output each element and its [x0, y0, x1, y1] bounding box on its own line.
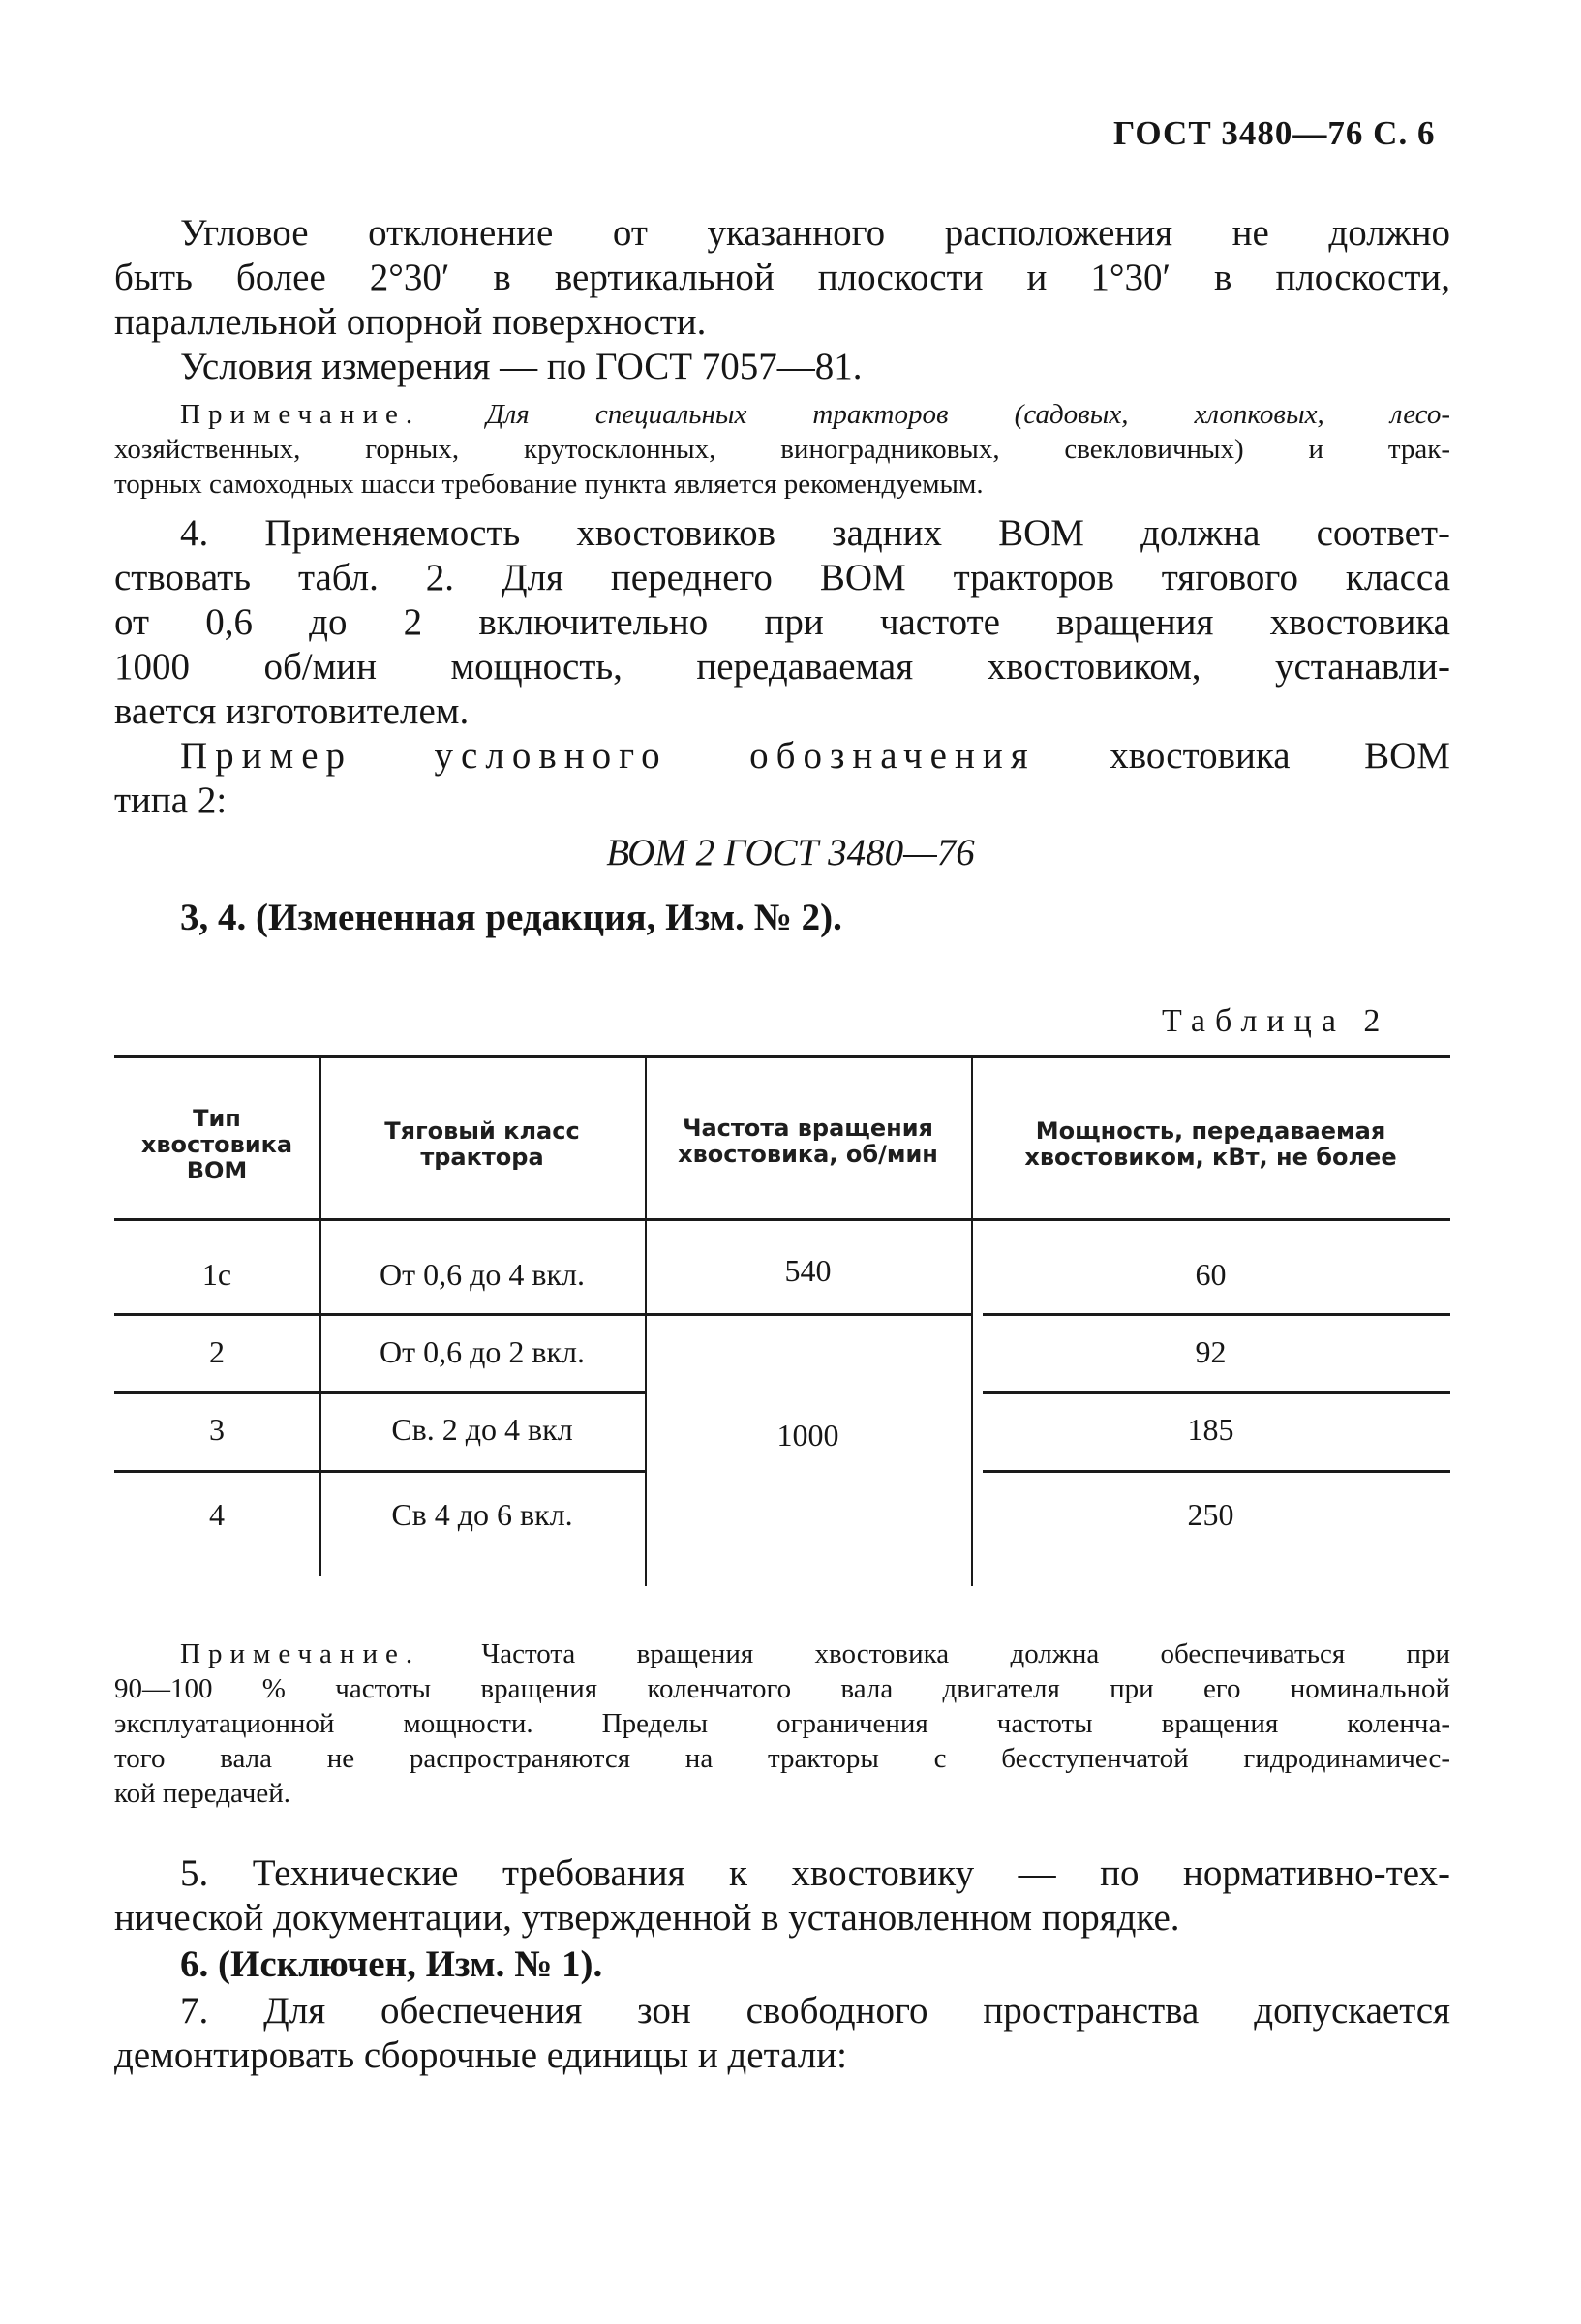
text-line: 4. Применяемость хвостовиков задних ВОМ должна соответ- [180, 512, 1450, 554]
cell-class: От 0,6 до 2 вкл. [380, 1334, 585, 1369]
example-label-rest: хвостовика ВОМ [1110, 735, 1450, 777]
row-rule [645, 1313, 971, 1316]
text-line: эксплуатационной мощности. Пределы ограничения частоты вращения коленча- [114, 1708, 1450, 1739]
text-line: 90—100 % частоты вращения коленчатого вала двигателя при его номинальной [114, 1673, 1450, 1704]
table-caption: Таблица 2 [1162, 1003, 1390, 1039]
row-rule [983, 1391, 1450, 1394]
text-line: ствовать табл. 2. Для переднего ВОМ тракторов тягового класса [114, 557, 1450, 598]
row-rule [319, 1470, 645, 1473]
measurement-conditions: Условия измерения — по ГОСТ 7057—81. [180, 346, 863, 387]
note-label: Примечание. [180, 1638, 421, 1669]
cell-frequency: 1000 [776, 1418, 839, 1452]
column-header-class: Тяговый класс трактора [384, 1117, 580, 1171]
page-header: ГОСТ 3480—76 С. 6 [1113, 114, 1436, 152]
note-frequency [114, 1636, 1450, 1811]
text-line: демонтировать сборочные единицы и детали: [114, 2034, 847, 2076]
paragraph-7 [114, 1989, 1450, 2078]
row-rule [114, 1313, 319, 1316]
note-label: Примечание. [180, 399, 421, 430]
table-top-rule [114, 1055, 1450, 1058]
text-line: 1000 об/мин мощность, передаваемая хвостовиком, устанавли- [114, 646, 1450, 688]
column-header-type: Тип хвостовика ВОМ [140, 1105, 293, 1184]
text-line: нической документации, утвержденной в установленном порядке. [114, 1897, 1180, 1939]
text-line: параллельной опорной поверхности. [114, 301, 707, 343]
text-line: того вала не распространяются на тракторы с бесступенчатой гидродинамичес- [114, 1743, 1450, 1774]
text-line: быть более 2°30′ в вертикальной плоскости и 1°30′ в плоскости, [114, 257, 1450, 298]
text-line: 5. Технические требования к хвостовику — по нормативно-тех- [180, 1852, 1450, 1894]
cell-power: 185 [1187, 1412, 1234, 1447]
row-rule [114, 1470, 319, 1473]
row-rule [114, 1391, 319, 1394]
text-line: Частота вращения хвостовика должна обеспечиваться при [481, 1638, 1450, 1669]
designation-example: ВОМ 2 ГОСТ 3480—76 [606, 832, 975, 873]
row-rule [983, 1313, 1450, 1316]
paragraph-4 [114, 511, 1450, 734]
cell-type: 4 [209, 1497, 225, 1532]
text-line: хозяйственных, горных, крутосклонных, виноградниковых, свекловичных) и трак- [114, 434, 1450, 465]
text-line: торных самоходных шасси требование пункта является рекомендуемым. [114, 469, 984, 500]
cell-power: 60 [1195, 1257, 1227, 1292]
cell-type: 3 [209, 1412, 225, 1447]
example-label: Пример условного обозначения [180, 735, 1036, 777]
cell-class: Св. 2 до 4 вкл [391, 1412, 573, 1447]
row-rule [983, 1470, 1450, 1473]
text-line: Угловое отклонение от указанного расположения не должно [180, 212, 1450, 254]
text-line: Для специальных тракторов (садовых, хлопковых, лесо- [486, 399, 1450, 430]
column-header-frequency: Частота вращения хвостовика, об/мин [678, 1115, 938, 1168]
row-rule [319, 1391, 645, 1394]
cell-power: 250 [1187, 1497, 1234, 1532]
cell-type: 2 [209, 1334, 225, 1369]
cell-power: 92 [1195, 1334, 1227, 1369]
paragraph-5 [114, 1851, 1450, 1941]
row-rule [319, 1313, 645, 1316]
text-line: вается изготовителем. [114, 690, 470, 732]
cell-type: 1с [201, 1257, 232, 1292]
cell-class: От 0,6 до 4 вкл. [380, 1257, 585, 1292]
column-header-power: Мощность, передаваемая хвостовиком, кВт, не более [1024, 1117, 1397, 1171]
paragraph-6: 6. (Исключен, Изм. № 1). [180, 1943, 603, 1985]
paragraph-angular-deviation [114, 211, 1450, 389]
text-line: кой передачей. [114, 1778, 290, 1809]
example-designation [114, 734, 1450, 823]
cell-frequency: 540 [784, 1253, 832, 1288]
text-line: от 0,6 до 2 включительно при частоте вращения хвостовика [114, 601, 1450, 643]
amendment-note-3-4: 3, 4. (Измененная редакция, Изм. № 2). [180, 897, 842, 938]
table-header-rule [114, 1218, 1450, 1221]
text-line: 7. Для обеспечения зон свободного пространства допускается [180, 1990, 1450, 2032]
note-special-tractors [114, 397, 1450, 502]
cell-class: Св 4 до 6 вкл. [391, 1497, 573, 1532]
text-line: типа 2: [114, 780, 228, 821]
